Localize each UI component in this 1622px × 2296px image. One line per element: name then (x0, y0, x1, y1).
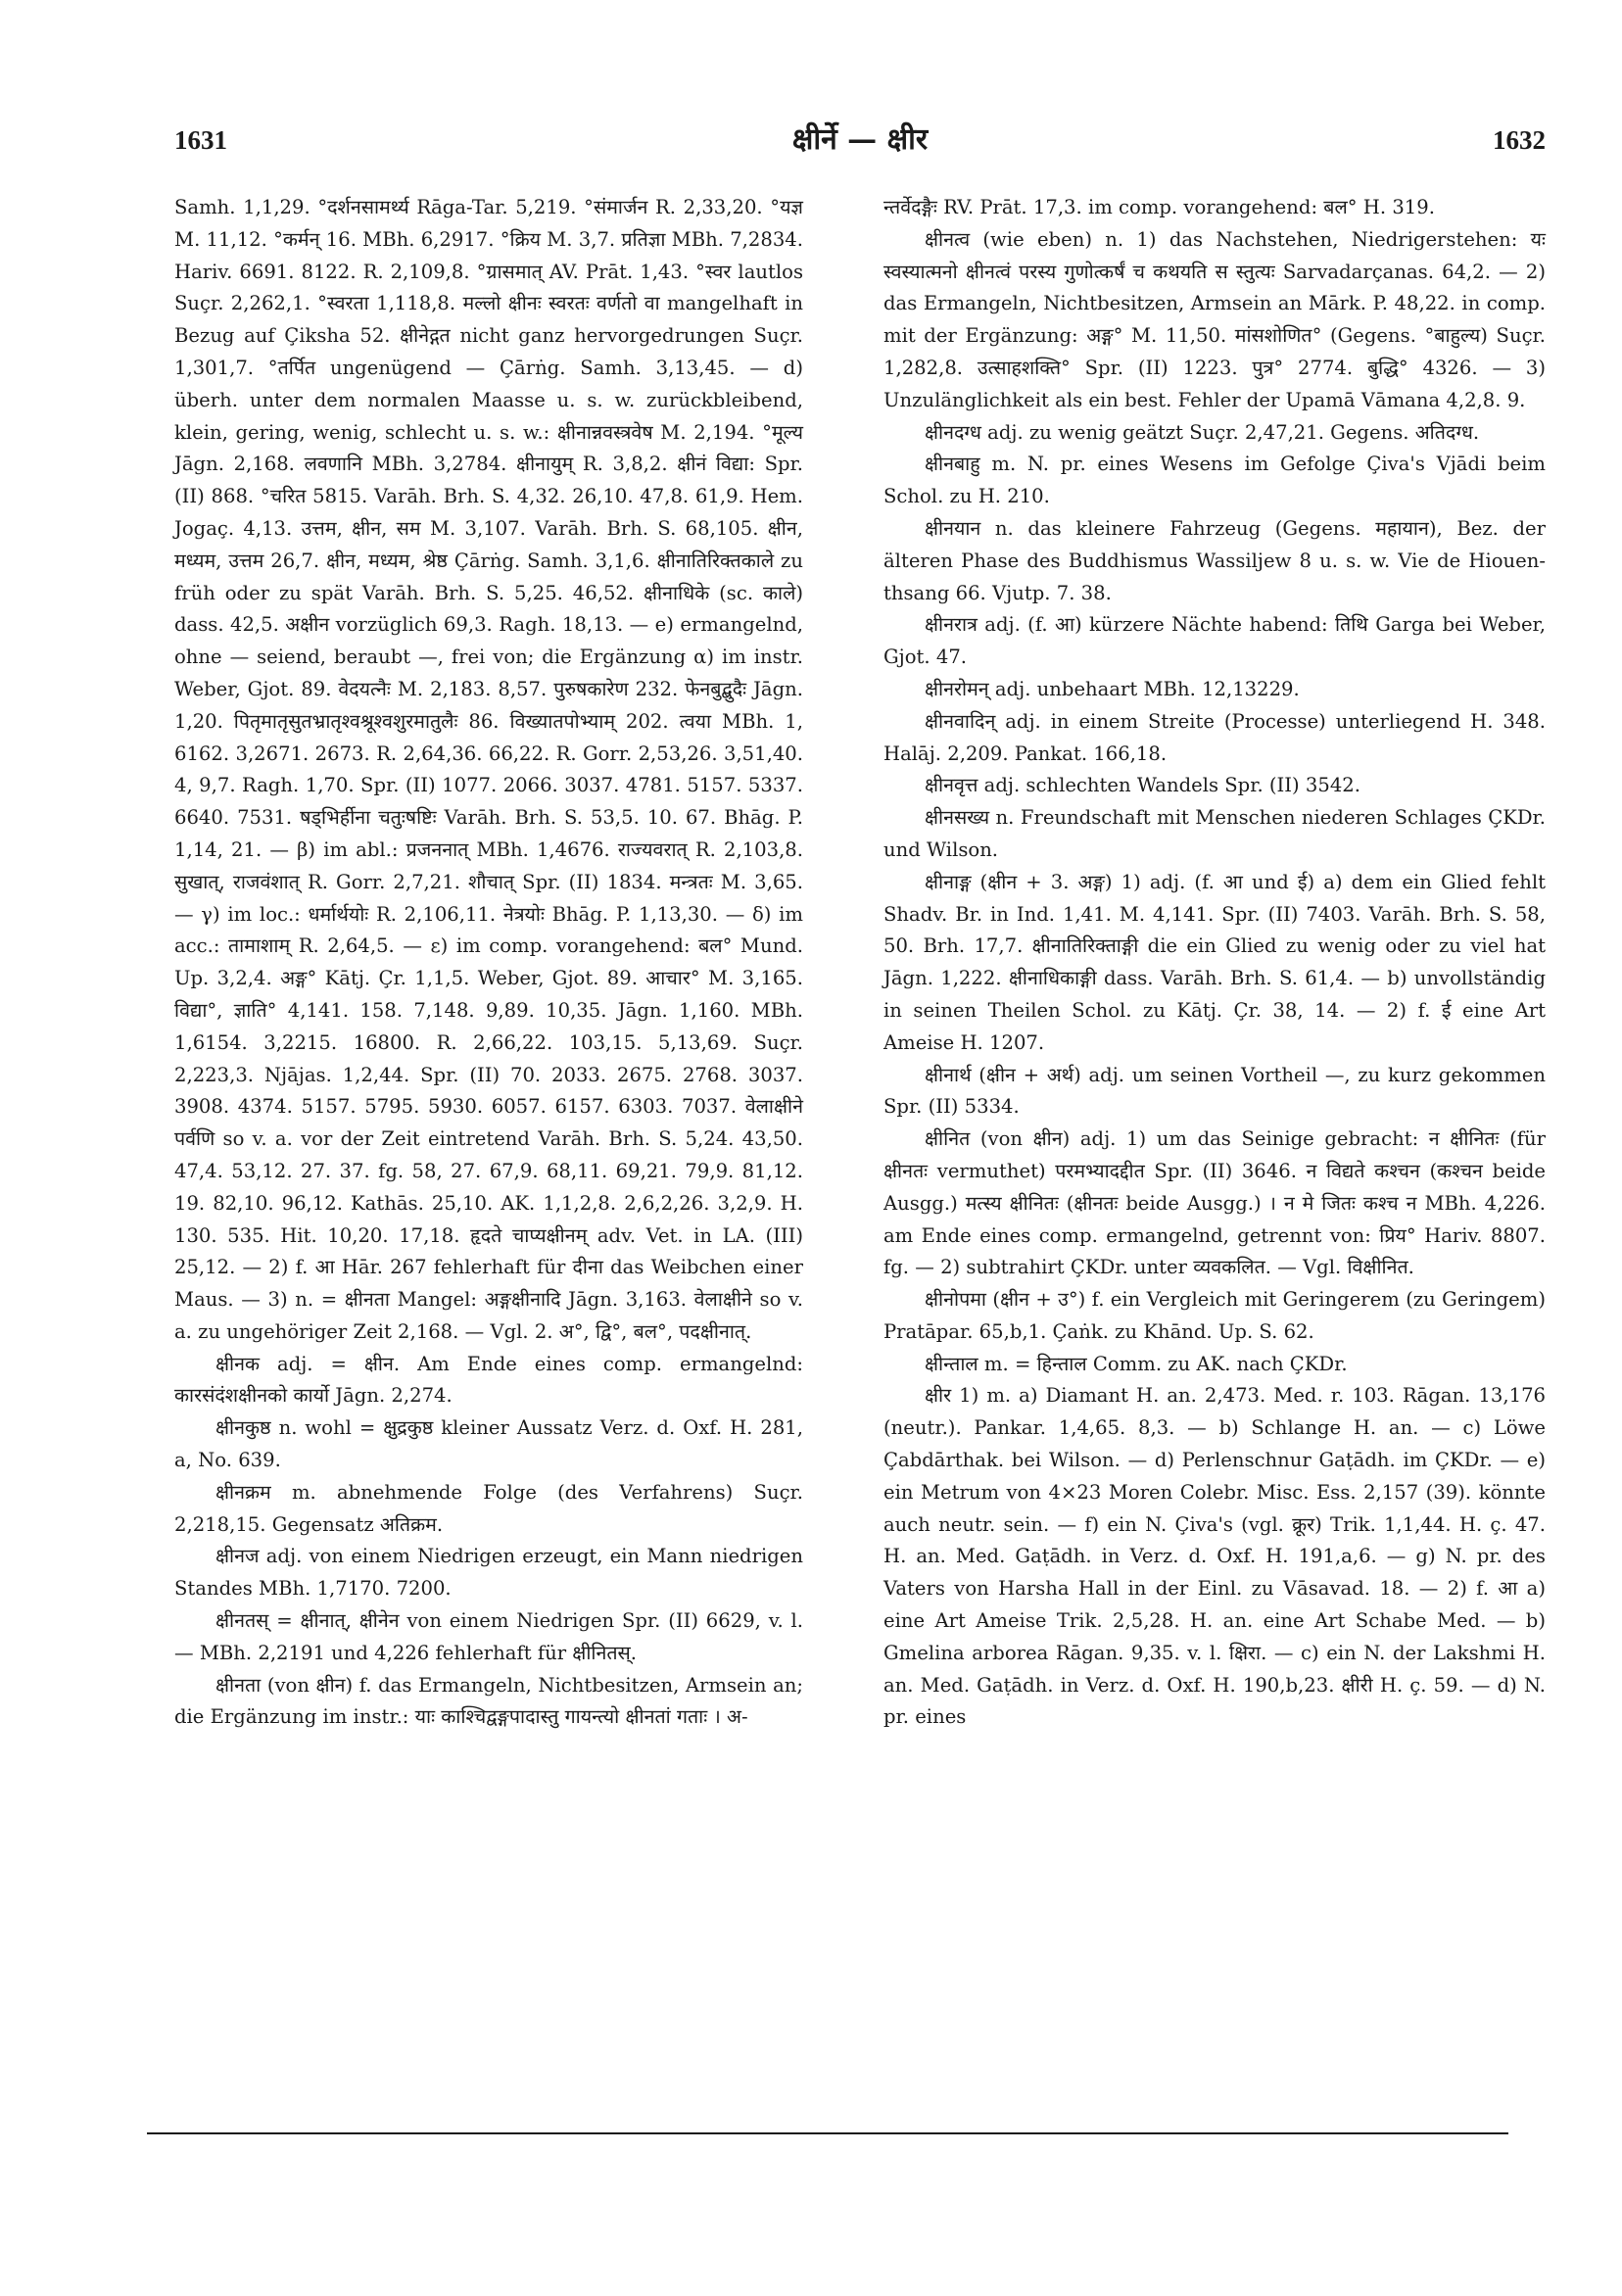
dictionary-entry: क्षीनोपमा (क्षीन + उ°) f. ein Vergleich mit Geringerem (zu Geringem) Pratāpar. 65,b,1. Çaṅk. zu Khānd. Up. S. 62. (883, 1288, 1546, 1343)
entry-continuation: Samh. 1,1,29. °दर्शनसामर्थ्य Rāga-Tar. 5,219. °संमार्जन R. 2,33,20. °यज्ञ M. 11,12. °कर्मन् 16. MBh. 6,2917. °क्रिय M. 3,7. प्रतिज्ञा MBh. 7,2834. Hariv. 6691. 8122. R. 2,109,8. °ग्रासमात् AV. Prāt. 1,43. °स्वर lautlos Suçr. 2,262,1. °स्वरता 1,118,8. मल्लो क्षीनः स्वरतः वर्णतो वा mangelhaft in Bezug auf Çiksha 52. क्षीनेद्गत nicht ganz hervorgedrungen Suçr. 1,301,7. °तर्पित ungenügend — Çārṅg. Samh. 3,13,45. — d) überh. unter dem normalen Maasse u. s. w. zurückbleibend, klein, gering, wenig, schlecht u. s. w.: क्षीनान्नवस्त्रवेष M. 2,194. °मूल्य Jāgn. 2,168. लवणानि MBh. 3,2784. क्षीनायुम् R. 3,8,2. क्षीनं विद्या: Spr. (II) 868. °चरित 5815. Varāh. Brh. S. 4,32. 26,10. 47,8. 61,9. Hem. Jogaç. 4,13. उत्तम, क्षीन, सम M. 3,107. Varāh. Brh. S. 68,105. क्षीन, मध्यम, उत्तम 26,7. क्षीन, मध्यम, श्रेष्ठ Çārṅg. Samh. 3,1,6. क्षीनातिरिक्तकाले zu früh oder zu spät Varāh. Brh. S. 5,25. 46,52. क्षीनाधिके (sc. काले) dass. 42,5. अक्षीन vorzüglich 69,3. Ragh. 18,13. — e) ermangelnd, ohne — seiend, beraubt —, frei von; die Ergänzung α) im instr. Weber, Gjot. 89. वेदयत्नैः M. 2,183. 8,57. पुरुषकारेण 232. फेनबुद्बुदैः Jāgn. 1,20. पितृमातृसुतभ्रातृश्वश्रूश्वशुरमातुलैः 86. विख्यातपोभ्याम् 202. त्वया MBh. 1, 6162. 3,2671. 2673. R. 2,64,36. 66,22. R. Gorr. 2,53,26. 3,51,40. 4, 9,7. Ragh. 1,70. Spr. (II) 1077. 2066. 3037. 4781. 5157. 5337. 6640. 7531. षड्भिर्हीना चतुःषष्टिः Varāh. Brh. S. 53,5. 10. 67. Bhāg. P. 1,14, 21. — β) im abl.: प्रजननात् MBh. 1,4676. राज्यवरात् R. 2,103,8. सुखात्, राजवंशात् R. Gorr. 2,7,21. शौचात् Spr. (II) 1834. मन्त्रतः M. 3,65. — γ) im loc.: धर्मार्थयोः R. 2,106,11. नेत्रयोः Bhāg. P. 1,13,30. — δ) im acc.: तामाशाम् R. 2,64,5. — ε) im comp. vorangehend: बल° Mund. Up. 3,2,4. अङ्ग° Kātj. Çr. 1,1,5. Weber, Gjot. 89. आचार° M. 3,165. विद्या°, ज्ञाति° 4,141. 158. 7,148. 9,89. 10,35. Jāgn. 1,160. MBh. 1,6154. 3,2215. 16800. R. 2,66,22. 103,15. 5,13,69. Suçr. 2,223,3. Njājas. 1,2,44. Spr. (II) 70. 2033. 2675. 2768. 3037. 3908. 4374. 5157. 5795. 5930. 6057. 6157. 6303. 7037. वेलाक्षीने पर्वणि so v. a. vor der Zeit eintretend Varāh. Brh. S. 5,24. 43,50. 47,4. 53,12. 27. 37. fg. 58, 27. 67,9. 68,11. 69,21. 79,9. 81,12. 19. 82,10. 96,12. Kathās. 25,10. AK. 1,1,2,8. 2,6,2,26. 3,2,9. H. 130. 535. Hit. 10,20. 17,18. हृदते चाप्यक्षीनम् adv. Vet. in LA. (III) 25,12. — 2) f. आ Hār. 267 fehlerhaft für दीना das Weibchen einer Maus. — 3) n. = क्षीनता Mangel: अङ्गक्षीनादि Jāgn. 3,163. वेलाक्षीने so v. a. zu ungehöriger Zeit 2,168. — Vgl. 2. अ°, द्वि°, बल°, पदक्षीनात्. (174, 196, 803, 1343)
dictionary-entry: क्षीनक्रम m. abnehmende Folge (des Verfahrens) Suçr. 2,218,15. Gegensatz अतिक्रम. (174, 1480, 803, 1536)
dictionary-entry: क्षीनाङ्ग (क्षीन + 3. अङ्ग) 1) adj. (f. आ und ई) a) dem ein Glied fehlt Shadv. Br. in Ind. 1,41. M. 4,141. Spr. (II) 7403. Varāh. Brh. S. 58, 50. Brh. 17,7. क्षीनातिरिक्ताङ्गी die ein Glied zu wenig oder zu viel hat Jāgn. 1,222. क्षीनाधिकाङ्गी dass. Varāh. Brh. S. 61,4. — b) unvollständig in seinen Theilen Schol. zu Kātj. Çr. 38, 14. — 2) f. ई eine Art Ameise H. 1207. (883, 870, 1546, 1054)
dictionary-entry: क्षीनरात्र adj. (f. आ) kürzere Nächte habend: तिथि Garga bei Weber, Gjot. 47. (883, 613, 1546, 669)
page-number-left: 1631 (174, 125, 227, 155)
dictionary-entry: क्षीनवादिन् adj. in einem Streite (Processe) unterliegend H. 348. Halāj. 2,209. Pankat. 166,18. (883, 709, 1546, 765)
dictionary-entry: क्षीनयान n. das kleinere Fahrzeug (Gegens. महायान), Bez. der älteren Phase des Buddhismus Wassiljew 8 u. s. w. Vie de Hiouen-thsang 66. Vjutp. 7. 38. (883, 516, 1546, 604)
dictionary-entry: क्षीनित (von क्षीन) adj. 1) um das Seinige gebracht: न क्षीनितः (für क्षीनतः vermuthet) परमभ्यादद्दीत Spr. (II) 3646. न विद्यते कश्चन (कश्चन beide Ausgg.) मत्स्य क्षीनितः (क्षीनतः beide Ausgg.) । न मे जितः कश्च न MBh. 4,226. am Ende eines comp. ermangelnd, getrennt von: प्रिय° Hariv. 8807. fg. — 2) subtrahirt ÇKDr. unter व्यवकलित. — Vgl. विक्षीनित. (883, 1127, 1546, 1279)
dictionary-entry: क्षीनक adj. = क्षीन. Am Ende eines comp. ermangelnd: कारसंदंशक्षीनको कार्यो Jāgn. 2,274. (174, 1352, 803, 1408)
dictionary-entry: क्षीनता (von क्षीन) f. das Ermangeln, Nichtbesitzen, Armsein an; die Ergänzung im instr.: याः काश्चिद्वङ्गपादास्तु गायन्त्यो क्षीनतां गताः । अ- (174, 1673, 803, 1729)
entry-continuation: न्तर्वेदङ्गैः RV. Prāt. 17,3. im comp. vorangehend: बल° H. 319. (883, 196, 1435, 218)
page-header (174, 116, 1546, 174)
left-column (174, 192, 803, 1734)
dictionary-entry: क्षीनवृत्त adj. schlechten Wandels Spr. (II) 3542. (925, 774, 1360, 797)
right-column (883, 192, 1546, 1734)
dictionary-entry: क्षीनत्व (wie eben) n. 1) das Nachstehen, Niedrigerstehen: यः स्वस्यात्मनो क्षीनत्वं परस्य गुणोत्कर्षं च कथयति स स्तुत्यः Sarvadarçanas. 64,2. — 2) das Ermangeln, Nichtbesitzen, Armsein an Mārk. P. 48,22. in comp. mit der Ergänzung: अङ्ग° M. 11,50. मांसशोणित° (Gegens. °बाहुल्य) Suçr. 1,282,8. उत्साहशक्ति° Spr. (II) 1223. पुत्र° 2774. बुद्धि° 4326. — 3) Unzulänglichkeit als ein best. Fehler der Upamā Vāmana 4,2,8. 9. (883, 227, 1546, 411)
dictionary-entry: क्षीनसख्य n. Freundschaft mit Menschen niederen Schlages ÇKDr. und Wilson. (883, 806, 1546, 861)
dictionary-entry: क्षीर 1) m. a) Diamant H. an. 2,473. Med. r. 103. Rāgan. 13,176 (neutr.). Pankar. 1,4,65. 8,3. — b) Schlange H. an. — c) Löwe Çabdārthak. bei Wilson. — d) Perlenschnur Gaṭādh. im ÇKDr. — e) ein Metrum von 4×23 Moren Colebr. Misc. Ess. 2,157 (39). könnte auch neutr. sein. — f) ein N. Çiva's (vgl. क्रूर) Trik. 1,1,44. H. ç. 47. H. an. Med. Gaṭādh. in Verz. d. Oxf. H. 191,a,6. — g) N. pr. des Vaters von Harsha Hall in der Einl. zu Vāsavad. 18. — 2) f. आ a) eine Art Ameise Trik. 2,5,28. H. an. eine Art Schabe Med. — b) Gmelina arborea Rāgan. 9,35. v. l. क्षिरा. — c) ein N. der Lakshmi H. an. Med. Gaṭādh. in Verz. d. Oxf. H. 190,b,23. क्षीरी H. ç. 59. — d) N. pr. eines (883, 1384, 1546, 1729)
dictionary-entry: क्षीनार्थ (क्षीन + अर्थ) adj. um seinen Vortheil —, zu kurz gekommen Spr. (II) 5334. (883, 1063, 1546, 1119)
dictionary-entry: क्षीनरोमन् adj. unbehaart MBh. 12,13229. (925, 677, 1300, 700)
dictionary-entry: क्षीनदग्ध adj. zu wenig geätzt Suçr. 2,47,21. Gegens. अतिदग्ध. (925, 420, 1480, 444)
running-head: क्षीर्ने — क्षीर (791, 122, 929, 157)
dictionary-entry: क्षीनतस् = क्षीनात्, क्षीनेन von einem Niedrigen Spr. (II) 6629, v. l. — MBh. 2,2191 und 4,226 fehlerhaft für क्षीनितस्. (174, 1609, 803, 1664)
footer-rule (147, 2132, 1508, 2134)
page-number-right: 1632 (1493, 125, 1546, 155)
dictionary-entry: क्षीनज adj. von einem Niedrigen erzeugt, ein Mann niedrigen Standes MBh. 1,7170. 7200. (174, 1545, 803, 1601)
dictionary-entry: क्षीन्ताल m. = हिन्ताल Comm. zu AK. nach ÇKDr. (925, 1352, 1348, 1375)
dictionary-entry: क्षीनकुष्ठ n. wohl = क्षुद्रकुष्ठ kleiner Aussatz Verz. d. Oxf. H. 281, a, No. 639. (174, 1416, 803, 1472)
dictionary-entry: क्षीनबाहु m. N. pr. eines Wesens im Gefolge Çiva's Vjādi beim Schol. zu H. 210. (883, 453, 1546, 508)
